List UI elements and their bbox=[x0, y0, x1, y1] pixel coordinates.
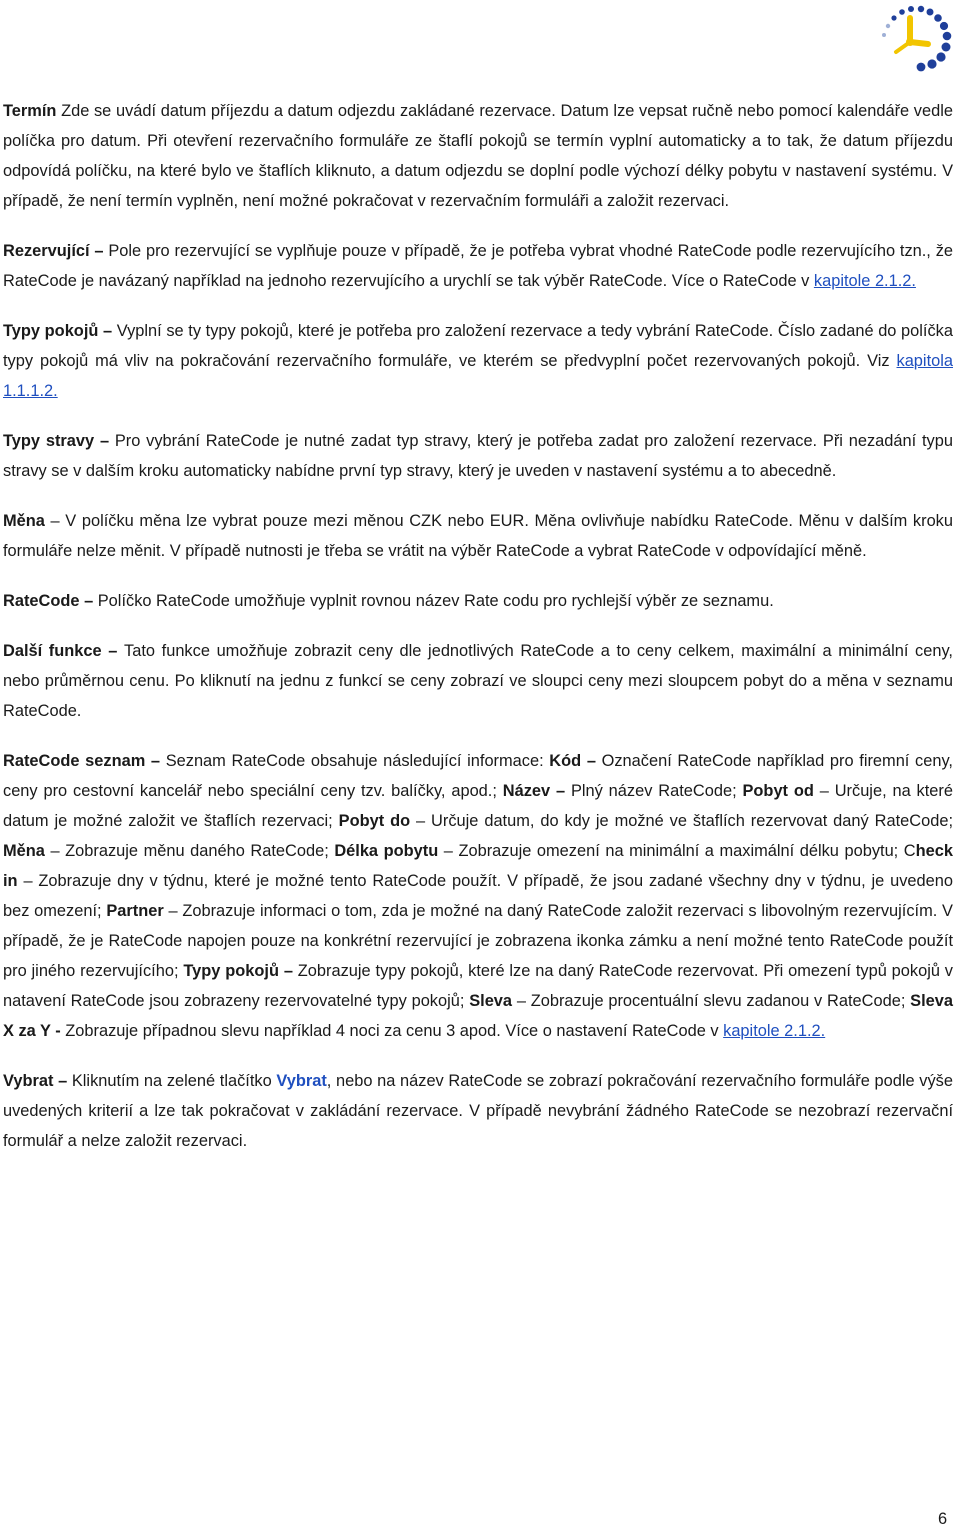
paragraph-text: Políčko RateCode umožňuje vyplnit rovnou název Rate codu pro rychlejší výběr ze seznamu. bbox=[97, 592, 774, 610]
term-label: – bbox=[53, 1072, 72, 1090]
paragraph-text: , nebo na název RateCode se zobrazí pokračování rezervačního formuláře podle výše uvedených kriterií a lze tak pokračovat v zakládání rezervace. V případě nevybrání žádného RateCode se nezobrazí rezervační formulář a nelze založit rezervaci. bbox=[3, 1072, 953, 1150]
term-label: – bbox=[278, 962, 298, 980]
clock-logo-icon bbox=[860, 4, 956, 74]
paragraph-text: – Zobrazuje omezení na minimální a maximální délku pobytu; C bbox=[438, 842, 916, 860]
paragraph-text: – Určuje datum, do kdy je možné ve štaflích rezervovat daný RateCode; bbox=[410, 812, 953, 830]
term-label: – bbox=[550, 782, 571, 800]
document-body bbox=[3, 96, 953, 1176]
paragraph bbox=[3, 746, 953, 1046]
term-label: Sleva X za Y - bbox=[3, 992, 953, 1040]
term-label: Vybrat bbox=[3, 1072, 54, 1090]
paragraph-text: – Určuje, na které datum je možné založit ve štaflích rezervaci; bbox=[3, 782, 953, 830]
paragraph-text: Kliknutím na zelené tlačítko bbox=[71, 1072, 277, 1090]
paragraph-text: Plný název RateCode; bbox=[570, 782, 743, 800]
paragraph-text: Zde se uvádí datum příjezdu a datum odjezdu zakládané rezervace. Datum lze vepsat ručně nebo pomocí kalendáře vedle políčka pro datum. Při otevření rezervačního formuláře ze štaflí pokojů se termín vyplní automaticky a to tak, že datum příjezdu odpovídá políčku, na které bylo ve štaflích kliknuto, a datum odjezdu se doplní podle výchozí délky pobytu v nastavení systému. V případě, že není termín vyplněn, není možné pokračovat v rezervačním formuláři a založit rezervaci. bbox=[3, 102, 953, 210]
paragraph-text: – Zobrazuje procentuální slevu zadanou v RateCode; bbox=[512, 992, 911, 1010]
paragraph bbox=[3, 1066, 953, 1156]
term-label: Měna bbox=[3, 842, 45, 860]
paragraph-text: Zobrazuje případnou slevu například 4 noci za cenu 3 apod. Více o nastavení RateCode v bbox=[60, 1022, 724, 1040]
paragraph-text: Vyplní se ty typy pokojů, které je potřeba pro založení rezervace a tedy vybrání RateCode. Číslo zadané do políčka typy pokojů má vliv na pokračování rezervačního formuláře, ve kterém se předvyplní počet rezervovaných pokojů. Viz bbox=[3, 322, 953, 370]
paragraph-text: – Zobrazuje informaci o tom, zda je možné na daný RateCode založit rezervaci s libovolným rezervujícím. V případě, že je RateCode napojen pouze na konkrétní rezervující je zobrazena ikonka zámku a není možné tento RateCode použít pro jiného rezervujícího; bbox=[3, 902, 953, 980]
term-label: Rezervující bbox=[3, 242, 90, 260]
term-label: Pobyt od bbox=[742, 782, 814, 800]
term-label: Sleva bbox=[469, 992, 513, 1010]
paragraph-text: Pro vybrání RateCode je nutné zadat typ stravy, který je potřeba zadat pro založení rezervace. Při nezadání typu stravy se v dalším kroku automaticky nabídne první typ stravy, který je uveden v nastavení systému a to abecedně. bbox=[3, 432, 953, 480]
paragraph bbox=[3, 426, 953, 486]
paragraph bbox=[3, 236, 953, 296]
term-label: – bbox=[94, 432, 115, 450]
chapter-link[interactable]: kapitola 1.1.1.2. bbox=[3, 352, 953, 400]
term-label: RateCode bbox=[3, 592, 80, 610]
paragraph-text: – V políčku měna lze vybrat pouze mezi měnou CZK nebo EUR. Měna ovlivňuje nabídku RateCode. Měnu v dalším kroku formuláře nelze měnit. V případě nutnosti je třeba se vrátit na výběr RateCode a vybrat RateCode v odpovídající měně. bbox=[3, 512, 953, 560]
paragraph-text: Zobrazuje typy pokojů, které lze na daný RateCode rezervovat. Při omezení typů pokojů v natavení RateCode jsou zobrazeny rezervovatelné typy pokojů; bbox=[3, 962, 953, 1010]
term-label: Měna bbox=[3, 512, 45, 530]
term-label: Délka pobytu bbox=[334, 842, 439, 860]
chapter-link[interactable]: kapitole 2.1.2. bbox=[723, 1022, 826, 1040]
term-label: – bbox=[79, 592, 98, 610]
term-label: Partner bbox=[106, 902, 164, 920]
term-label: Název bbox=[502, 782, 551, 800]
term-label: Kód bbox=[549, 752, 582, 770]
paragraph bbox=[3, 96, 953, 216]
term-label: Termín bbox=[3, 102, 57, 120]
term-label: RateCode seznam bbox=[3, 752, 146, 770]
paragraph bbox=[3, 506, 953, 566]
term-label: Další funkce bbox=[3, 642, 102, 660]
term-label: – bbox=[98, 322, 117, 340]
page-number: 6 bbox=[938, 1510, 948, 1528]
paragraph-text: – Zobrazuje dny v týdnu, které je možné tento RateCode použít. V případě, že jsou zadané všechny dny v týdnu, je uvedeno bez omezení; bbox=[3, 872, 953, 920]
paragraph-text: Tato funkce umožňuje zobrazit ceny dle jednotlivých RateCode a to ceny celkem, maximální a minimální ceny, nebo průměrnou cenu. Po kliknutí na jednu z funkcí se ceny zobrazí ve sloupci ceny mezi sloupcem pobyt do a měna v seznamu RateCode. bbox=[3, 642, 953, 720]
paragraph-text: Označení RateCode například pro firemní ceny, ceny pro cestovní kancelář nebo speciální ceny tzv. balíčky, apod.; bbox=[3, 752, 953, 800]
term-label: Typy stravy bbox=[3, 432, 95, 450]
term-label: – bbox=[145, 752, 166, 770]
paragraph-text: – Zobrazuje měnu daného RateCode; bbox=[44, 842, 335, 860]
paragraph bbox=[3, 316, 953, 406]
paragraph bbox=[3, 636, 953, 726]
paragraph bbox=[3, 586, 953, 616]
highlighted-term: Vybrat bbox=[276, 1072, 327, 1090]
term-label: heck in bbox=[3, 842, 953, 890]
term-label: Pobyt do bbox=[338, 812, 411, 830]
paragraph-text: Pole pro rezervující se vyplňuje pouze v případě, že je potřeba vybrat vhodné RateCode podle rezervujícího tzn., že RateCode je navázaný například na jednoho rezervujícího a urychlí se tak výběr RateCode. Více o RateCode v bbox=[3, 242, 954, 290]
chapter-link[interactable]: kapitole 2.1.2. bbox=[813, 272, 916, 290]
term-label: – bbox=[101, 642, 125, 660]
paragraph-text: Seznam RateCode obsahuje následující informace: bbox=[165, 752, 550, 770]
term-label: – bbox=[89, 242, 109, 260]
term-label: – bbox=[581, 752, 602, 770]
term-label: Typy pokojů bbox=[183, 962, 279, 980]
term-label: Typy pokojů bbox=[3, 322, 99, 340]
